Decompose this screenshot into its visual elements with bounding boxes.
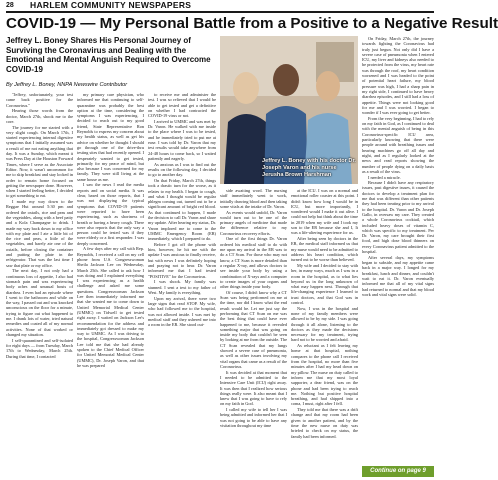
article-paragraph: I saw the news I read the media reports and on social media. It was clear, based on those reports, that I was not displaying the typical symptoms that COVID-19 patients were reported to have been experiencing, such as shortness of breath or having a heavy cough. There were also reports that the only way a person could be tested was if they were elderly or a first responder. I was deeply concerned. — [77, 182, 144, 246]
article-paragraph: The next day, I not only had a continuous loss of appetite, I also had stomach pain and was experiencing body aches and unusual bouts of diarrhea. I even had an episode where I went to the bathroom and while on the way, I passed out and was knocked unconscious on the floor for a minute, trying to figure out what happened to me. I drank lots of water, tried natural remedies and coated all of my normal activities. None of that worked or changed my situation. — [6, 268, 73, 337]
article-paragraph: Because I didn't have any respiratory issues, past digestive issues, it caused the doctors to develop a treatment plan for me that was different than other patients they had been treating prior to my arrival to the hospital. Dr. Varon and Dr. Joseph Gallo, in oversaw my care. They created a whole Coronavirus cocktail, which included heavy doses of vitamin C, which was specific to my treatment. Per Dr. Varon, my care brought their first food, and high dose blood thinners on every Coronavirus patient admitted to the hospital. — [362, 180, 434, 255]
article-paragraph: As anxious as I was to find out the results on the following day, I decided to go to another day. — [148, 161, 216, 178]
article-paragraph: to receive me and administer the test. I was so relieved that I would be able to get tested and get a definitive on whether I had contracted the COVID-19 virus or not. — [148, 92, 216, 119]
article-paragraph: I arrived to UMMC and was met by Dr. Varon. He walked with me inside to the place where I was to be tested, and he immediately tried to put me at ease. I was told by Dr. Varon that my test results would take anywhere from 24-48 hours to come back, so I waited patiently and eagerly. — [148, 118, 216, 161]
photo-caption: Jeffrey L. Boney with his doctor Dr. Joseph Varon and his nurse Jerusha Brown Harshman — [262, 158, 356, 178]
header-rule — [6, 11, 434, 13]
article-column-6 — [362, 36, 434, 298]
article-paragraph: Of course, I didn't know why a CT Scan was being performed on me at the time, nor did I know what the end result would be. Let me just say the performing that CT Scan on me was the best thing that could have ever happened to me, because it revealed something major that was going on inside my body that couldn't be seen by looking at me from the outside. The CT Scan revealed that my lungs showed a severe case of pneumonia, as well as other issues involving my vital organs that came as a result of the Coronavirus. — [220, 289, 287, 369]
article-paragraph: my primary care physician, who informed me that continuing to self-quarantine was probably the best option at the time, considering the symptoms I was experiencing. I decided to reach out to my good friend, State Representative Ron Reynolds to express my concern about my health status, as well as get his advice on whether he thought I should go through one of the drive-thru testing sites that had recently opened. I desperately wanted to get tested, primarily for my peace of mind, but also because I was concerned for my family. They were still living at the same house as me. — [77, 92, 144, 182]
article-paragraph: As events would unfold, Dr. Varon would turn out to be one of the primary angels of medicine that made the difference relative to my Coronavirus recovery efforts. — [220, 209, 287, 236]
article-paragraph: From the very beginning, I had to rely on my faith in God, as I continued to deal with the mental anguish of being in this Coronavirus-specific ICU area, particularly knowing that there were people around with breathing issues and hearing machines go off all day and night, and as I regularly looked at the news and read reports showing the number of people dying on a daily basis as a result of the virus. — [362, 115, 434, 174]
page-number: 28 — [6, 1, 14, 9]
article-column-5 — [291, 188, 358, 439]
article-paragraph: On Friday, March 27th, the journey towards fighting the Coronavirus had truly just begun. Not only did I have a severe case of pneumonia when I entered ICU, my liver and kidneys also needed to be protected from the virus, my heart rate was through the roof, my heart condition worsened and I was headed to the point of potential heart failure, my blood pressure was high, I had a sharp pain in my right side, I continued to have heavy diarrhea episodes, and I still had a loss of appetite. Things were not looking good for me and I was worried. I began to wonder if I was ever going to get better. — [362, 36, 434, 116]
article-paragraph: side awaiting word. The nursing staff immediately went to work, initially drawing blood and then taking some vitals at the intake of Dr. Varon. — [220, 188, 287, 209]
article-paragraph: They told me that there was a drift change and that my room had been given to another patient, and by the time the new nurse on duty was briefed to check on my status, the family had been informed. — [291, 407, 358, 439]
article-deck: Jeffrey L. Boney Shares His Personal Journey of Surviving the Coronavirus and Dealing with the Emotional and Mental Anguish Required to Overcome COVID-19 — [6, 36, 211, 74]
article-paragraph: I called my wife to tell her I was being admitted and informed her that I was not going to be able to have any visitation throughout my time — [220, 407, 287, 429]
article-paragraph: The journey for me started with a very slight cough. On March 17th, I started experiencing internal digestive symptoms that I initially assumed was a result of me not eating anything that day. It was a Sunday, which meant it was Press Day at the Houston Forward Times, where I serve as the Associate Editor. Now, it wasn't uncommon for me to skip breakfast and stay locked in order to remain home focused on getting the newspaper done. However, when I started feeling better, I decided to get something to eat. — [6, 124, 73, 199]
article-paragraph: A few days after my call with Rep. Reynolds, I received a call on my cell phone from U.S. Congresswoman Sheila Jackson Lee on Wednesday, March 25th. She called to ask how I was doing and I explained everything I was experiencing as a health challenge and asked me some questions. Congresswoman Jackson Lee then immediately informed me that she wanted me to come down to United Memorial Medical Center (UMMC) on Tidwell to get tested right away. I waited on Jackson Lee's recommendation for the address and immediately got dressed to make my way to UMMC. As I was driving to the hospital, Congresswoman Jackson Lee told me that she had already spoken to the Chief Medical Officer for United Memorial Medical Center (UMMC), Dr. Joseph Varon, and that he was prepared — [77, 246, 144, 368]
article-paragraph: After being seen by doctors in the ER, the medical staff informed us that my nurse would need to be admitted to address his heart condition, which turned out to be worse than believed. — [291, 236, 358, 263]
article-column-3 — [148, 92, 216, 328]
article-paragraph: My wife and I decided to stay with her, in many ways, much as I was in a room in the hospital, as to what lies beyond us in the long unknown of what may happen next. Through that life-changing experience I learned to trust doctors, and that God was in control. — [291, 262, 358, 306]
article-paragraph: One of the first things Dr. Varon ordered his medical staff to do with me upon my arrival in the ER was to do a CT Scan. For those who may not know, a CT Scan is more detailed than a regular X-ray, and allows doctors to see inside your body by using a combination of X-rays and a computer to create images of your organs and other things inside your body. — [220, 236, 287, 290]
article-paragraph: Before I got off the phone with him, however, he hit me with the update I was anxious to finally receive, but with news I was definitely hoping and praying not to hear. Dr. Varon informed me that I had tested "POSITIVE" for the Coronavirus. — [148, 241, 216, 279]
article-paragraph: On that Friday, March 27th, things took a drastic turn for the worse, as it relates to my health. I began to cough, and what I thought would be regular phlegm coming out, turned out to be a significant amount of bright red blood. As that continued to happen, I made the decision to call Dr. Varon and share my update. After hearing my status, Dr. Varon implored me to come to the UMMC Emergency Room (ER) immediately, which I prepared to do. — [148, 177, 216, 242]
article-paragraph: Now, I was in the hospital and none of my family members were allowed to be by my side. I was going through it all alone, listening to the doctors as they made the decisions necessary for my treatment, trying hard not to be worried and afraid. — [291, 305, 358, 343]
article-paragraph: "Jeffrey, unfortunately, your test came back positive for the Coronavirus." — [6, 92, 73, 108]
article-paragraph: I needed a miracle. — [368, 174, 401, 180]
article-paragraph: Hearing those words from the doctor, March 27th, shook me to the core. — [6, 108, 73, 124]
masthead-bar — [0, 0, 440, 10]
article-paragraph: I made my way down to the Reggae Hut around 5:30 pm and ordered the oxtails, rice and peas and the vegetables, along with a beef patty and a Kola Champagne to drink. I made my way back down to my office with my plate and I ate a little bit of the rice and peas, a little of the vegetables, and barely ate one of the oxtails, before closing the container and putting the plate in the refrigerator. That was the last time I saw that plate or my office. — [6, 199, 73, 268]
article-paragraph: It was decided at that moment that I needed to be admitted to the Intensive Care Unit (ICU) right away. It was then that I realized how serious things really were. It also meant that I knew that I was going to have to rely on my faith in God. — [220, 369, 287, 407]
article-paragraph: As reluctant as I felt leaving my home at that hospital, nothing compares to the phone call I received from the hospital, no more than five minutes after I had my head down on my pillow. The nurse on duty called to inform me that my most loyal supporter, a dear friend, was on the phone and had been trying to reach me. Nothing but positive hospital breathing, and had shipped into a coma, I must, right after I fell. — [291, 343, 358, 407]
continued-on-page-link[interactable]: Continue on page 9 — [362, 466, 434, 477]
article-headline: COVID-19 — My Personal Battle from a Positive to a Negative Result — [6, 15, 498, 32]
article-byline: By Jeffrey L. Boney, NNPA Newswire Contributor — [6, 82, 128, 88]
article-paragraph: at the ICU. I was on a normal and emotional roller coaster at this point. I didn't know how long I would be in ICU, but more importantly, I wondered would I make it out alive. I could not help but think about the time in 2019 when my wife and I took my son to the ER because she and I, It was a life-altering experience for us. — [291, 188, 358, 236]
article-column-2 — [77, 92, 144, 369]
article-column-4 — [220, 188, 287, 429]
article-paragraph: I self-quarantined and self-isolated for eight days — from Tuesday, March 17th to Wednesday, March 25th. During that time, I contacted — [6, 337, 73, 359]
article-paragraph: After several days, my symptoms began to subside, and my appetite came back in a major way. I longed for my breakfast, lunch and dinner, and couldn't wait to eat it. Dr. Varon eventually informed me that all of my vital signs had returned to normal and that my blood work and vital signs were solid. — [362, 254, 434, 297]
publication-name: HARLEM COMMUNITY NEWSPAPERS — [30, 0, 192, 10]
article-column-1 — [6, 92, 73, 359]
article-paragraph: Upon my arrival, there were two large signs that read STOP. My wife, who had followed me to the hospital, was not allowed inside. I was met by medical staff and they ushered me into a room in the ER. She stood out- — [148, 295, 216, 328]
article-paragraph: I was shook. My family was stunned. I sent a text to my father of West. My family is everything. — [148, 279, 216, 295]
